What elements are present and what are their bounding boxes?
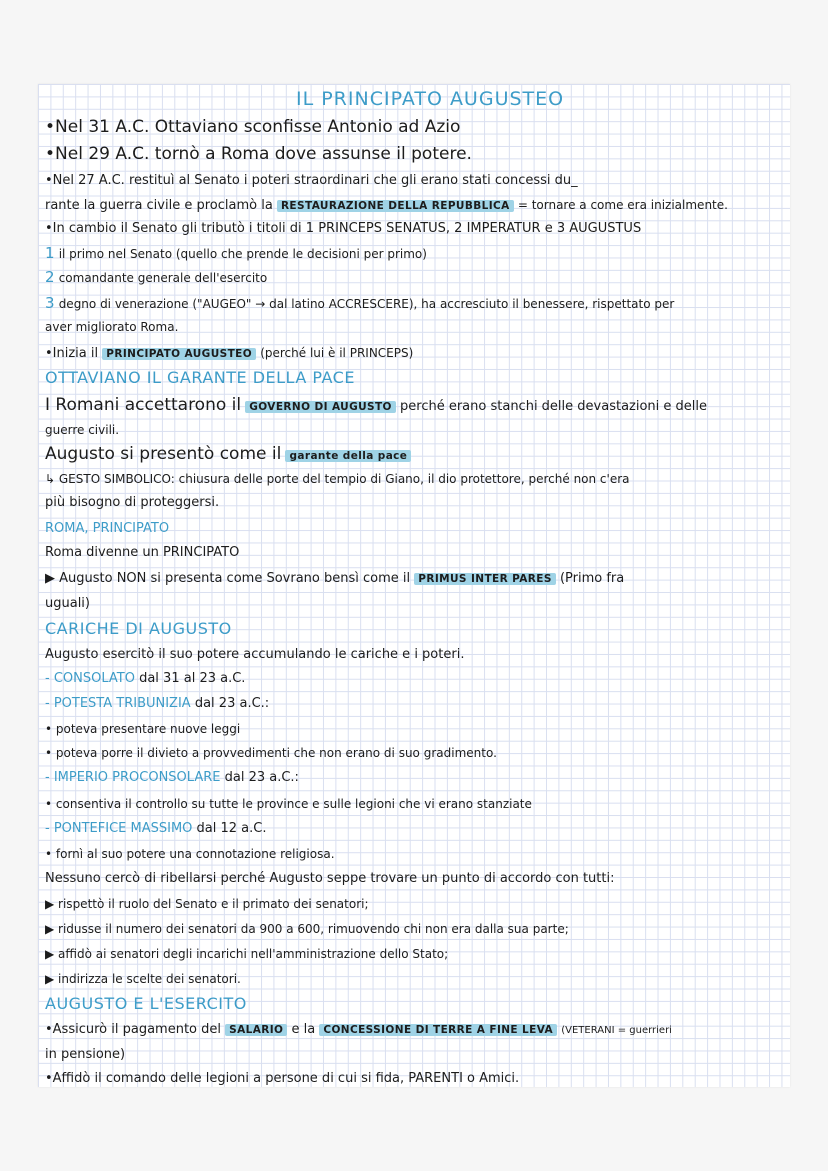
text: = tornare a come era inizialmente.	[517, 198, 728, 212]
pace-line-3	[45, 445, 411, 465]
highlight-salario: SALARIO	[225, 1024, 287, 1036]
accordo-bullet-1: ▶ rispettò il ruolo del Senato e il primato dei senatori;	[45, 897, 369, 911]
esercito-line-2: in pensione)	[45, 1047, 126, 1062]
carica-pontefice	[45, 820, 267, 838]
page-title: IL PRINCIPATO AUGUSTEO	[296, 88, 565, 110]
highlight-garante: garante della pace	[285, 450, 411, 462]
potesta-bullet-1: • poteva presentare nuove leggi	[45, 722, 241, 736]
number-3: 3	[45, 294, 55, 312]
number-1: 1	[45, 244, 55, 262]
intro-line-1: •Nel 31 A.C. Ottaviano sconfisse Antonio ad Azio	[45, 117, 461, 137]
highlight-restaurazione: RESTAURAZIONE DELLA REPUBBLICA	[277, 200, 514, 212]
accordo-bullet-3: ▶ affidò ai senatori degli incarichi nell'amministrazione dello Stato;	[45, 947, 449, 961]
accordo-bullet-4: ▶ indirizza le scelte dei senatori.	[45, 972, 241, 986]
imperio-bullet-1: • consentiva il controllo su tutte le province e sulle legioni che vi erano stanziate	[45, 797, 532, 811]
intro-line-5: •In cambio il Senato gli tributò i titoli di 1 PRINCEPS SENATUS, 2 IMPERATUR e 3 AUGUSTUS	[45, 221, 642, 236]
title-item-1	[45, 244, 427, 264]
carica-imperio	[45, 769, 299, 787]
text: (Primo fra	[559, 571, 625, 586]
text: e la	[291, 1022, 316, 1037]
carica-date: dal 23 a.C.:	[194, 696, 270, 711]
potesta-bullet-2: • poteva porre il divieto a provvedimenti che non erano di suo gradimento.	[45, 746, 497, 760]
cariche-accordo: Nessuno cercò di ribellarsi perché Augusto seppe trovare un punto di accordo con tutti:	[45, 871, 615, 886]
text: I Romani accettarono il	[45, 395, 242, 415]
pontefice-bullet-1: • fornì al suo potere una connotazione religiosa.	[45, 847, 335, 861]
text: •Inizia il	[45, 346, 99, 361]
highlight-principato: PRINCIPATO AUGUSTEO	[102, 348, 256, 360]
section-heading-pace: OTTAVIANO IL GARANTE DELLA PACE	[45, 368, 355, 387]
number-2: 2	[45, 268, 55, 286]
carica-label: - IMPERIO PROCONSOLARE	[45, 770, 221, 785]
carica-date: dal 12 a.C.	[196, 821, 267, 836]
text: (VETERANI = guerrieri	[561, 1025, 672, 1036]
text: degno di venerazione ("AUGEO" → dal latino ACCRESCERE), ha accresciuto il benessere, rispettato per	[58, 297, 675, 311]
carica-label: - CONSOLATO	[45, 671, 135, 686]
highlight-primus: PRIMUS INTER PARES	[414, 573, 556, 585]
roma-line-1: Roma divenne un PRINCIPATO	[45, 545, 240, 560]
intro-line-6	[45, 344, 413, 363]
text: Augusto si presentò come il	[45, 444, 282, 464]
intro-line-3: •Nel 27 A.C. restituì al Senato i poteri straordinari che gli erano stati concessi du_	[45, 173, 578, 188]
pace-line-1	[45, 396, 707, 416]
pace-line-2: guerre civili.	[45, 423, 120, 437]
esercito-line-3: •Affidò il comando delle legioni a persone di cui si fida, PARENTI o Amici.	[45, 1071, 520, 1086]
esercito-line-1	[45, 1021, 672, 1040]
cariche-intro: Augusto esercitò il suo potere accumulando le cariche e i poteri.	[45, 647, 465, 662]
text: perché erano stanchi delle devastazioni e delle	[400, 399, 708, 414]
subheading-roma: ROMA, PRINCIPATO	[45, 521, 170, 536]
carica-label: - PONTEFICE MASSIMO	[45, 821, 193, 836]
title-item-2	[45, 268, 267, 288]
title-item-3	[45, 294, 674, 314]
title-item-3-cont: aver migliorato Roma.	[45, 320, 179, 334]
carica-consolato	[45, 670, 245, 688]
pace-line-5: più bisogno di proteggersi.	[45, 495, 220, 510]
carica-date: dal 23 a.C.:	[224, 770, 299, 785]
text: •Assicurò il pagamento del	[45, 1022, 221, 1037]
accordo-bullet-2: ▶ ridusse il numero dei senatori da 900 a 600, rimuovendo chi non era dalla sua parte;	[45, 922, 569, 936]
text: ▶ Augusto NON si presenta come Sovrano bensì come il	[45, 571, 411, 586]
highlight-concessione: CONCESSIONE DI TERRE A FINE LEVA	[319, 1024, 557, 1036]
highlight-governo: GOVERNO DI AUGUSTO	[245, 401, 396, 413]
roma-line-3: uguali)	[45, 596, 90, 611]
intro-line-2: •Nel 29 A.C. tornò a Roma dove assunse il potere.	[45, 144, 472, 164]
text: il primo nel Senato (quello che prende le decisioni per primo)	[58, 247, 427, 261]
text: comandante generale dell'esercito	[58, 271, 268, 285]
carica-date: dal 31 al 23 a.C.	[139, 671, 246, 686]
pace-line-4: ↳ GESTO SIMBOLICO: chiusura delle porte del tempio di Giano, il dio protettore, perché non c'era	[45, 472, 630, 486]
text: (perché lui è il PRINCEPS)	[260, 346, 414, 360]
carica-potesta	[45, 695, 269, 713]
text: rante la guerra civile e proclamò la	[45, 198, 273, 213]
intro-line-4	[45, 196, 728, 215]
carica-label: - POTESTA TRIBUNIZIA	[45, 696, 191, 711]
roma-line-2	[45, 570, 624, 588]
section-heading-cariche: CARICHE DI AUGUSTO	[45, 619, 232, 638]
section-heading-esercito: AUGUSTO E L'ESERCITO	[45, 994, 247, 1013]
